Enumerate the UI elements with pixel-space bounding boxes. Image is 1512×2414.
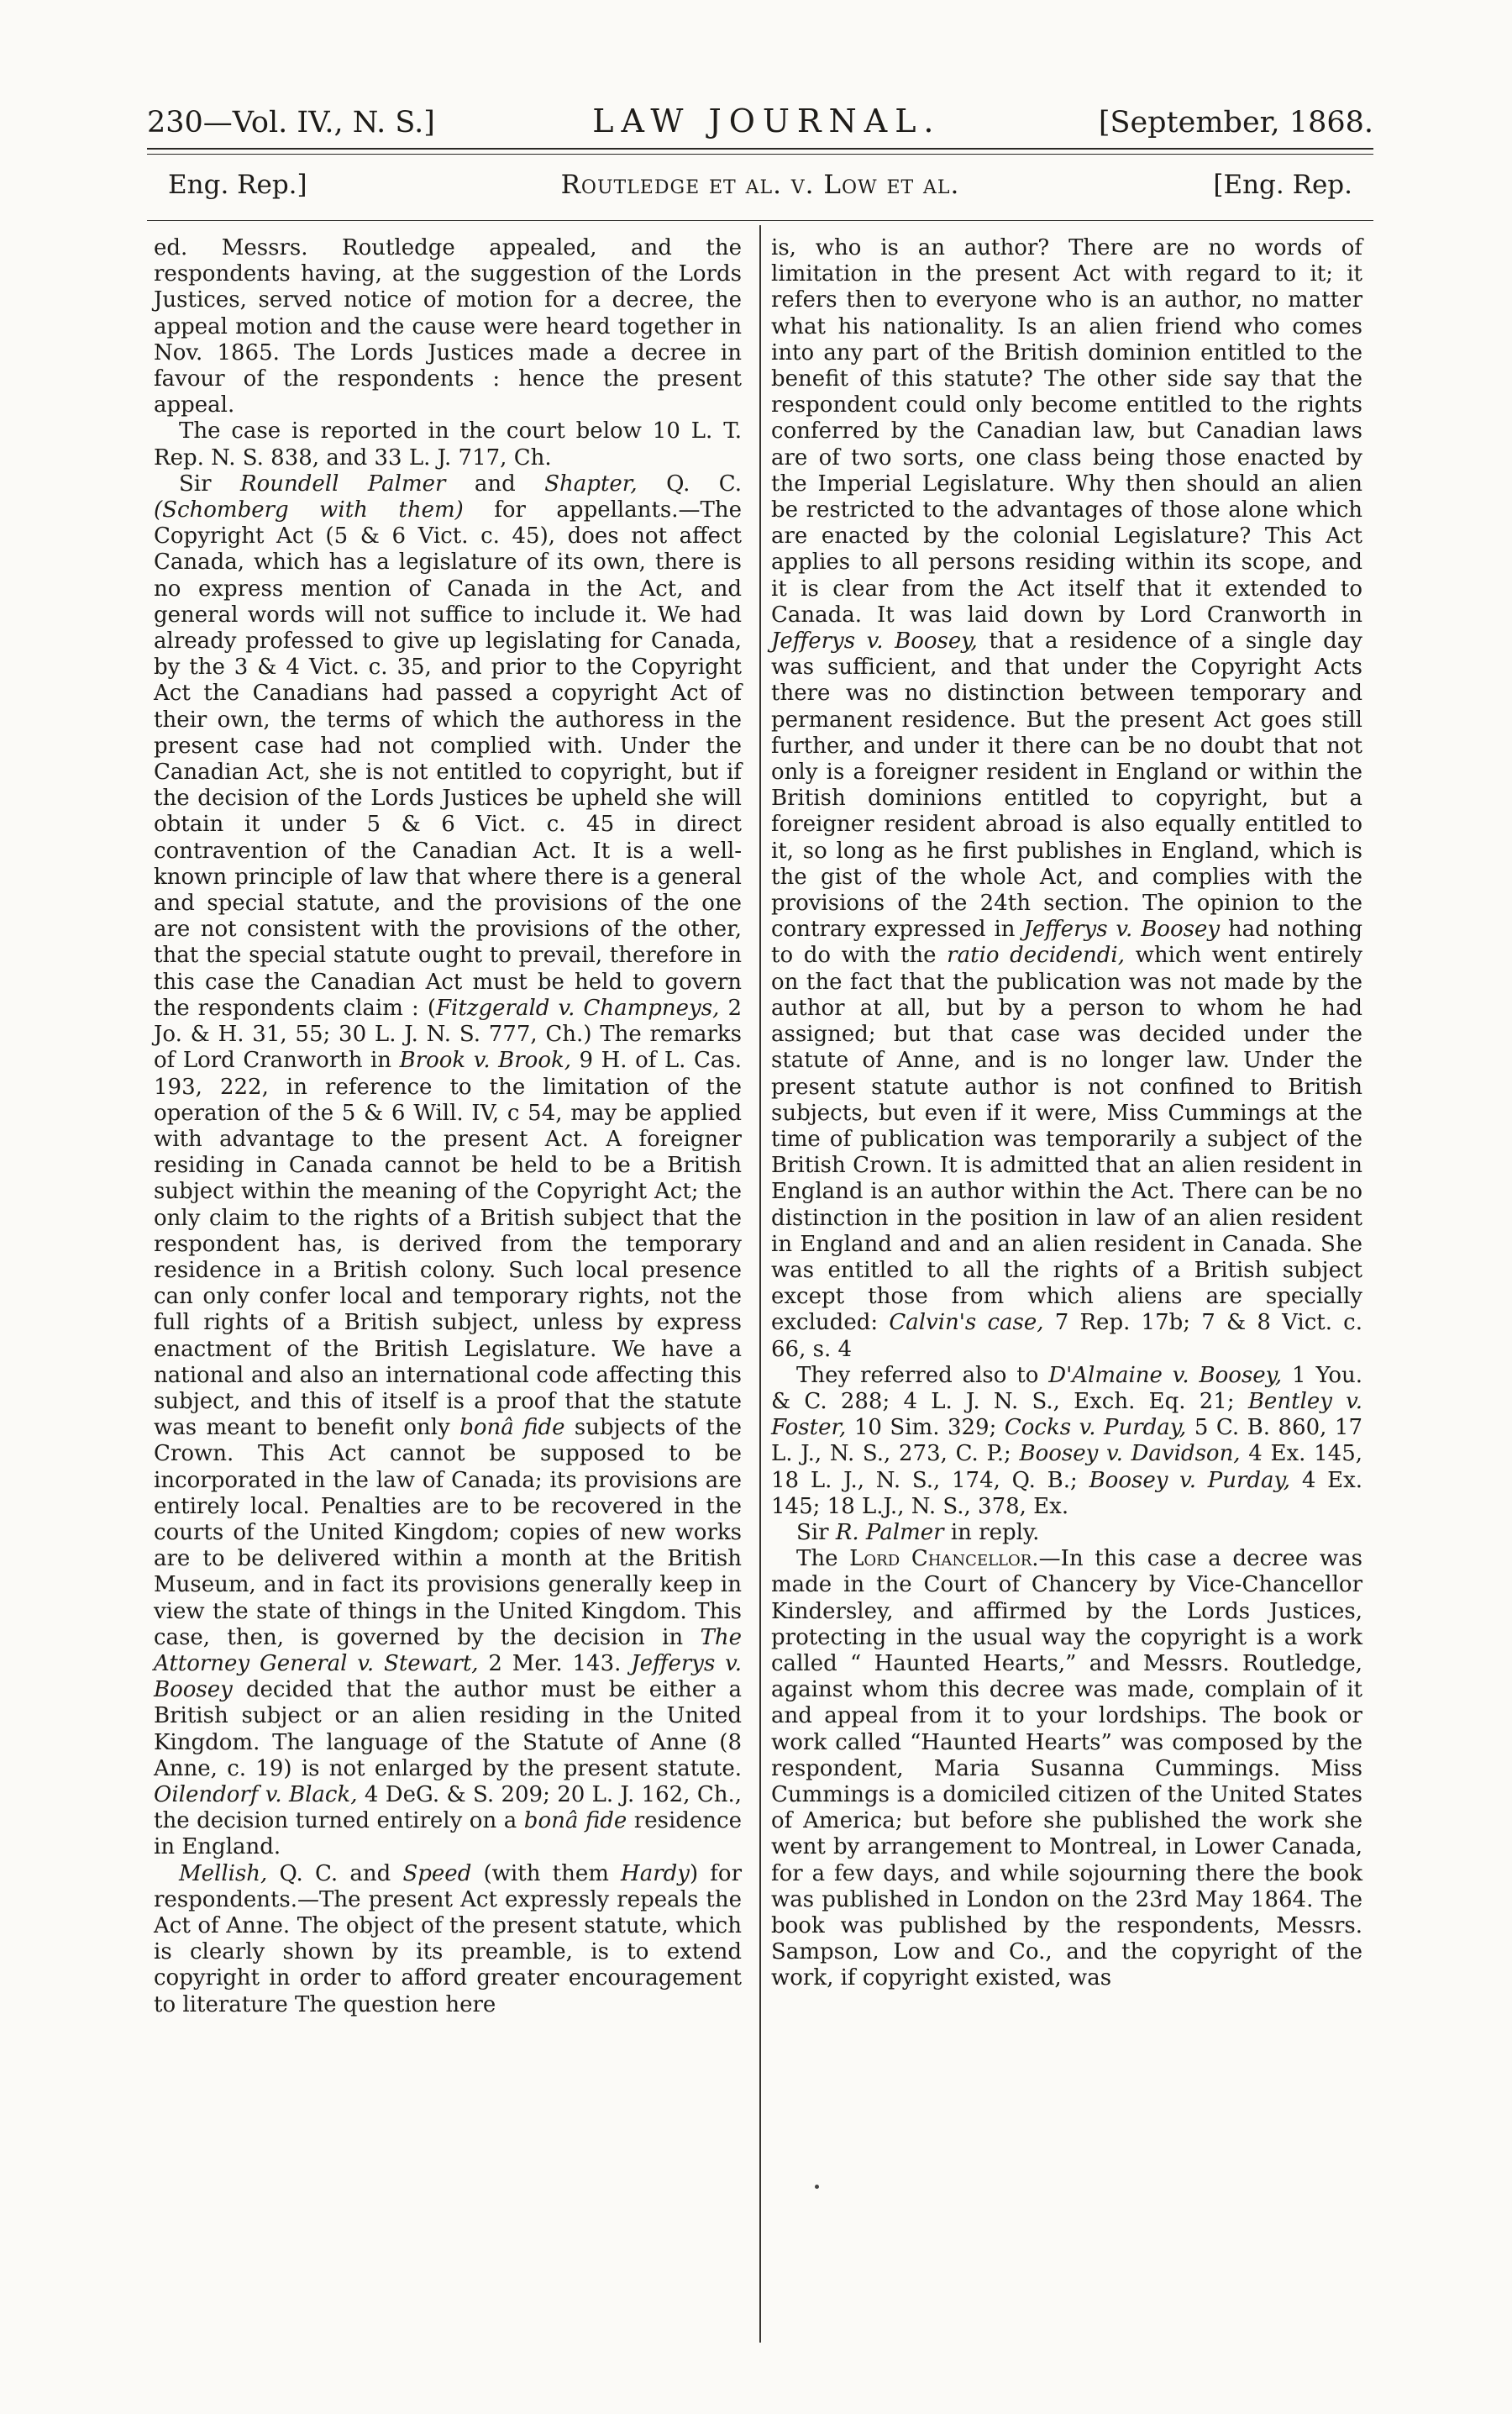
paragraph — [154, 1861, 742, 2018]
running-header — [147, 103, 1373, 139]
print-speck — [815, 2185, 819, 2189]
text-run: 2 Jo. & H. 31, 55; 30 L. J. N. S. 777, Ch.) The remarks of Lord Cranworth in — [154, 995, 743, 1074]
text-run: that a residence of a single day was sufficient, and that under the Copyright Acts there was no distinction between temporary and permanent residence. But the present Act goes still further, and under it there can be no doubt that not only is a foreigner resident in England or within the British dominions entitled to copyright, but a foreigner resident abroad is also equally entitled to it, so long as he first publishes in England, which is the gist of the whole Act, and complies with the provisions of the 24th section. The opinion to the contrary expressed in — [771, 628, 1362, 943]
text-run: decided that the author must be either a British subject or an alien residing in the United Kingdom. The language of the Statute of Anne (8 Anne, c. 19) is not enlarged by the present statute. — [154, 1677, 742, 1781]
text-run: 9 H. of L. Cas. 193, 222, in reference to the limitation of the operation of the 5 & 6 Will. IV, c 54, may be applied with advantage to the present Act. A foreigner residing in Canada cannot be held to be a British subject within the meaning of the Copyright Act; the only claim to the rights of a British subject that the respondent has, is derived from the temporary residence in a British colony. Such local presence can only confer local and temporary rights, not the full rights of a British subject, unless by express enactment of the British Legislature. We have a national and also an international code affecting this subject, and this of itself is a proof that the statute was meant to benefit only — [154, 1048, 742, 1441]
paragraph-text: The case is reported in the court below 10 L. T. Rep. N. S. 838, and 33 L. J. 717, Ch. — [154, 418, 742, 471]
counsel-name: Speed — [402, 1860, 472, 1886]
text-run: The — [796, 1546, 838, 1572]
header-volume: 230—Vol. IV., N. S.] — [147, 106, 435, 139]
case-citation: Brook v. Brook, — [399, 1048, 571, 1074]
case-citation: D'Almaine v. Boosey, — [1048, 1362, 1283, 1388]
counsel-name: Mellish, — [179, 1860, 268, 1886]
text-run: 10 Sim. 329; — [853, 1415, 997, 1441]
column-divider — [759, 225, 761, 2343]
paragraph — [771, 1363, 1362, 1520]
text-run: 4 Ex. 145; 18 L.J., N. S., 378, Ex. — [771, 1467, 1363, 1519]
text-run: had nothing to do with the — [771, 917, 1363, 969]
case-citation: The Attorney General v. Stewart, — [154, 1624, 743, 1676]
paragraph — [154, 471, 742, 1861]
text-run: for appellants.—The Copyright Act (5 & 6 Vict. c. 45), does not affect Canada, which has a legislature of its own, there is no express mention of Canada in the Act, and general words will not suffice to include it. We had already professed to give up legislating for Canada, by the 3 & 4 Vict. c. 35, and prior to the Copyright Act the Canadians had passed a copyright Act of their own, the terms of which the authoress in the present case had not complied with. Under the Canadian Act, she is not entitled to copyright, but if the decision of the Lords Justices be upheld she will obtain it under 5 & 6 Vict. c. 45 in direct contravention of the Canadian Act. It is a well-known principle of law that where there is a general and special statute, and the provisions of the one are not consistent with the provisions of the other, that the special statute ought to prevail, therefore in this case the Canadian Act must be held to govern the respondents claim : ( — [154, 497, 743, 1021]
counsel-name: R. Palmer — [835, 1519, 944, 1545]
text-run: 4 DeG. & S. 209; 20 L. J. 162, Ch., the decision turned entirely on a — [154, 1781, 742, 1834]
text-run: —In this case a decree was made in the Court of Chancery by Vice-Chancellor Kindersley, and affirmed by the Lords Justices, protecting in the usual way the copyright is a work called “ Haunted Hearts,” and Messrs. Routledge, against whom this decree was made, complain of it and appeal from it to your lordships. The book or work called “Haunted Hearts” was composed by the respondent, Maria Susanna Cummings. Miss Cummings is a domiciled citizen of the United States of America; but before she published the work she went by arrangement to Montreal, in Lower Canada, for a few days, and while sojourning there the book was published in London on the 23rd May 1864. The book was published by the respondents, Messrs. Sampson, Low and Co., and the copyright of the work, if copyright existed, was — [771, 1546, 1362, 1991]
text-run: ) for respondents.—The present Act expressly repeals the Act of Anne. The object of the present statute, which is clearly shown by its preamble, is to extend copyright in order to afford greater encouragement to literature The question here — [154, 1860, 743, 2017]
paragraph-text: ed. Messrs. Routledge appealed, and the respondents having, at the suggestion of the Lords Justices, served notice of motion for a decree, the appeal motion and the cause were heard together in Nov. 1865. The Lords Justices made a decree in favour of the respondents : hence the present appeal. — [154, 235, 742, 418]
header-journal-title: LAW JOURNAL. — [592, 103, 942, 139]
case-header — [168, 170, 1352, 200]
text-run: is, who is an author? There are no words of limitation in the present Act with regard to it; it refers then to everyone who is an author, no matter what his nationality. Is an alien friend who comes into any part of the British dominion entitled to the benefit of this statute? The other side say that the respondent could only become entitled to the rights conferred by the Canadian law, but Canadian laws are of two sorts, one class being those enacted by the Imperial Legislature. Why then should an alien be restricted to the advantages of those alone which are enacted by the colonial Legislature? This Act applies to all persons residing within its scope, and it is clear from the Act itself that it extended to Canada. It was laid down by Lord Cranworth in — [771, 235, 1362, 628]
text-run: and — [474, 471, 516, 497]
right-column — [771, 235, 1362, 1992]
case-citation: Boosey v. Davidson, — [1019, 1441, 1241, 1467]
counsel-name: Roundell Palmer — [240, 471, 446, 497]
text-run: in reply. — [950, 1519, 1040, 1545]
text-run: which went entirely on the fact that the publication was not made by the author at all, but by a person to whom he had assigned; but that case was decided under the statute of Anne, and is no longer law. Under the present statute author is not confined to British subjects, but even if it were, Miss Cummings at the time of publication was temporarily a subject of the British Crown. It is admitted that an alien resident in England is an author within the Act. There can be no distinction in the position in law of an alien resident in England and and an alien resident in Canada. She was entitled to all the rights of a British subject except those from which aliens are specially excluded: — [771, 943, 1362, 1336]
paragraph — [771, 1546, 1362, 1991]
text-run: 7 Rep. 17b; 7 & 8 Vict. c. 66, s. 4 — [771, 1310, 1363, 1362]
counsel-name: Hardy — [621, 1860, 690, 1886]
text-run: 2 Mer. 143. — [488, 1650, 622, 1676]
case-title: Routledge et al. v. Low et al. — [560, 170, 960, 200]
header-rule-bottom — [147, 154, 1373, 155]
latin-term: bonâ fide — [523, 1808, 627, 1834]
text-run: 1 You. & C. 288; 4 L. J. N. S., Exch. Eq. 21; — [771, 1362, 1363, 1414]
case-header-right: [Eng. Rep. — [1213, 170, 1352, 200]
left-column — [154, 235, 742, 2018]
counsel-name: Shapter, — [544, 471, 638, 497]
header-rule-top — [147, 148, 1373, 150]
paragraph — [154, 418, 742, 471]
text-run: Sir — [179, 471, 212, 497]
case-citation: Calvin's case, — [889, 1310, 1044, 1336]
case-header-left: Eng. Rep.] — [168, 170, 307, 200]
text-run: (with them — [483, 1860, 609, 1886]
text-run: Sir — [796, 1519, 829, 1545]
counsel-name: (Schomberg with them) — [154, 497, 464, 523]
case-citation: Bentley v. Foster, — [771, 1388, 1363, 1441]
text-run: They referred also to — [796, 1362, 1039, 1388]
case-header-rule — [147, 220, 1373, 221]
case-citation: Cocks v. Purday, — [1004, 1415, 1187, 1441]
case-citation: Jefferys v. Boosey — [154, 1650, 743, 1703]
case-citation: Fitzgerald v. Champneys, — [436, 995, 720, 1021]
text-run: 4 Ex. 145, 18 L. J., N. S., 174, Q. B.; — [771, 1441, 1363, 1493]
case-citation: Oilendorf v. Black, — [154, 1781, 358, 1807]
text-run: 5 C. B. 860, 17 L. J., N. S., 273, C. P.; — [771, 1415, 1362, 1467]
case-citation: Jefferys v. Boosey, — [771, 628, 978, 655]
case-citation: Boosey v. Purday, — [1089, 1467, 1291, 1493]
text-run: residence in England. — [154, 1808, 742, 1860]
latin-term: bonâ fide — [459, 1415, 565, 1441]
paragraph — [154, 235, 742, 418]
case-citation: Jefferys v. Boosey — [1023, 917, 1221, 943]
latin-term: ratio decidendi, — [947, 943, 1126, 969]
paragraph — [771, 235, 1362, 1363]
text-run: Q. C. and — [279, 1860, 391, 1886]
judge-title: Lord Chancellor. — [849, 1546, 1039, 1572]
paragraph — [771, 1520, 1362, 1546]
text-run: Q. C. — [666, 471, 743, 497]
header-date: [September, 1868. — [1098, 106, 1373, 139]
text-run: subjects of the Crown. This Act cannot be supposed to be incorporated in the law of Canada; its provisions are entirely local. Penalties are to be recovered in the courts of the United Kingdom; copies of new works are to be delivered within a month at the British Museum, and in fact its provisions generally keep in view the state of things in the United Kingdom. This case, then, is governed by the decision in — [154, 1415, 743, 1650]
